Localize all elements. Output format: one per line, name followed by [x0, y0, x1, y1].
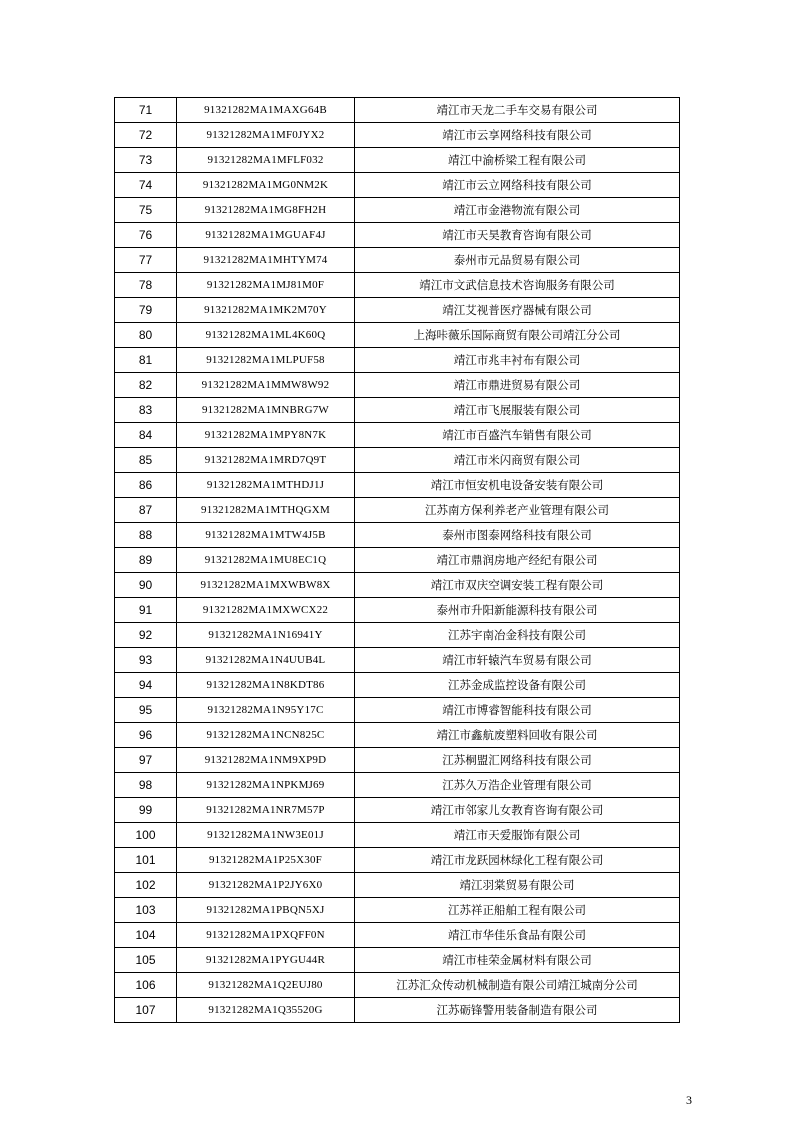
- credit-code: 91321282MA1MHTYM74: [177, 248, 355, 273]
- table-row: [115, 973, 680, 998]
- table-row: [115, 323, 680, 348]
- company-name: 靖江艾视普医疗器械有限公司: [355, 298, 680, 323]
- row-number: 99: [115, 798, 177, 823]
- credit-code: 91321282MA1MMW8W92: [177, 373, 355, 398]
- table-row: [115, 298, 680, 323]
- credit-code: 91321282MA1PXQFF0N: [177, 923, 355, 948]
- row-number: 76: [115, 223, 177, 248]
- company-name: 靖江市双庆空调安装工程有限公司: [355, 573, 680, 598]
- credit-code: 91321282MA1MU8EC1Q: [177, 548, 355, 573]
- company-registry-table: [114, 97, 680, 1023]
- row-number: 98: [115, 773, 177, 798]
- table-row: [115, 873, 680, 898]
- row-number: 72: [115, 123, 177, 148]
- company-name: 江苏桐盟汇网络科技有限公司: [355, 748, 680, 773]
- company-name: 江苏宇南冶金科技有限公司: [355, 623, 680, 648]
- page-number: 3: [686, 1093, 692, 1107]
- table-row: [115, 123, 680, 148]
- credit-code: 91321282MA1NCN825C: [177, 723, 355, 748]
- row-number: 95: [115, 698, 177, 723]
- row-number: 104: [115, 923, 177, 948]
- table-row: [115, 798, 680, 823]
- company-name: 靖江市云立网络科技有限公司: [355, 173, 680, 198]
- credit-code: 91321282MA1Q35520G: [177, 998, 355, 1023]
- row-number: 78: [115, 273, 177, 298]
- table-row: [115, 698, 680, 723]
- company-name: 江苏祥正船舶工程有限公司: [355, 898, 680, 923]
- table-row: [115, 648, 680, 673]
- table-row: [115, 398, 680, 423]
- company-name: 靖江市鼎润房地产经纪有限公司: [355, 548, 680, 573]
- row-number: 82: [115, 373, 177, 398]
- row-number: 94: [115, 673, 177, 698]
- row-number: 97: [115, 748, 177, 773]
- company-name: 靖江市桂荣金属材料有限公司: [355, 948, 680, 973]
- credit-code: 91321282MA1MF0JYX2: [177, 123, 355, 148]
- row-number: 81: [115, 348, 177, 373]
- company-name: 靖江市飞展服装有限公司: [355, 398, 680, 423]
- company-name: 靖江市米闪商贸有限公司: [355, 448, 680, 473]
- row-number: 73: [115, 148, 177, 173]
- credit-code: 91321282MA1Q2EUJ80: [177, 973, 355, 998]
- credit-code: 91321282MA1MG0NM2K: [177, 173, 355, 198]
- table-row: [115, 823, 680, 848]
- row-number: 83: [115, 398, 177, 423]
- table-row: [115, 423, 680, 448]
- credit-code: 91321282MA1N8KDT86: [177, 673, 355, 698]
- credit-code: 91321282MA1ML4K60Q: [177, 323, 355, 348]
- credit-code: 91321282MA1MXWBW8X: [177, 573, 355, 598]
- row-number: 74: [115, 173, 177, 198]
- table-row: [115, 348, 680, 373]
- credit-code: 91321282MA1MXWCX22: [177, 598, 355, 623]
- company-name: 靖江市鑫航废塑料回收有限公司: [355, 723, 680, 748]
- credit-code: 91321282MA1N95Y17C: [177, 698, 355, 723]
- credit-code: 91321282MA1MNBRG7W: [177, 398, 355, 423]
- row-number: 89: [115, 548, 177, 573]
- credit-code: 91321282MA1NW3E01J: [177, 823, 355, 848]
- credit-code: 91321282MA1N4UUB4L: [177, 648, 355, 673]
- table-row: [115, 198, 680, 223]
- row-number: 85: [115, 448, 177, 473]
- company-name: 江苏南方保利养老产业管理有限公司: [355, 498, 680, 523]
- row-number: 90: [115, 573, 177, 598]
- credit-code: 91321282MA1MK2M70Y: [177, 298, 355, 323]
- row-number: 84: [115, 423, 177, 448]
- company-name: 靖江市文武信息技术咨询服务有限公司: [355, 273, 680, 298]
- table-row: [115, 223, 680, 248]
- company-name: 江苏久万浩企业管理有限公司: [355, 773, 680, 798]
- company-name: 靖江市鼎进贸易有限公司: [355, 373, 680, 398]
- company-name: 靖江市天爱服饰有限公司: [355, 823, 680, 848]
- row-number: 87: [115, 498, 177, 523]
- company-name: 靖江市天龙二手车交易有限公司: [355, 98, 680, 123]
- row-number: 86: [115, 473, 177, 498]
- company-name: 靖江市兆丰衬布有限公司: [355, 348, 680, 373]
- credit-code: 91321282MA1MLPUF58: [177, 348, 355, 373]
- company-name: 靖江市云享网络科技有限公司: [355, 123, 680, 148]
- table-row: [115, 273, 680, 298]
- company-name: 泰州市图泰网络科技有限公司: [355, 523, 680, 548]
- company-name: 泰州市元品贸易有限公司: [355, 248, 680, 273]
- table-row: [115, 248, 680, 273]
- table-row: [115, 898, 680, 923]
- credit-code: 91321282MA1MFLF032: [177, 148, 355, 173]
- row-number: 105: [115, 948, 177, 973]
- credit-code: 91321282MA1MTHQGXM: [177, 498, 355, 523]
- company-name: 靖江市博睿智能科技有限公司: [355, 698, 680, 723]
- table-row: [115, 173, 680, 198]
- table-row: [115, 548, 680, 573]
- credit-code: 91321282MA1NM9XP9D: [177, 748, 355, 773]
- row-number: 71: [115, 98, 177, 123]
- credit-code: 91321282MA1NR7M57P: [177, 798, 355, 823]
- row-number: 80: [115, 323, 177, 348]
- table-row: [115, 448, 680, 473]
- company-name: 靖江市邻家儿女教育咨询有限公司: [355, 798, 680, 823]
- credit-code: 91321282MA1PYGU44R: [177, 948, 355, 973]
- table-row: [115, 623, 680, 648]
- table-row: [115, 673, 680, 698]
- credit-code: 91321282MA1MAXG64B: [177, 98, 355, 123]
- table-row: [115, 573, 680, 598]
- credit-code: 91321282MA1P2JY6X0: [177, 873, 355, 898]
- row-number: 88: [115, 523, 177, 548]
- credit-code: 91321282MA1NPKMJ69: [177, 773, 355, 798]
- row-number: 92: [115, 623, 177, 648]
- row-number: 102: [115, 873, 177, 898]
- company-name: 靖江市龙跃园林绿化工程有限公司: [355, 848, 680, 873]
- row-number: 107: [115, 998, 177, 1023]
- company-name: 靖江市恒安机电设备安装有限公司: [355, 473, 680, 498]
- row-number: 93: [115, 648, 177, 673]
- company-name: 靖江市百盛汽车销售有限公司: [355, 423, 680, 448]
- row-number: 75: [115, 198, 177, 223]
- credit-code: 91321282MA1PBQN5XJ: [177, 898, 355, 923]
- credit-code: 91321282MA1MGUAF4J: [177, 223, 355, 248]
- row-number: 91: [115, 598, 177, 623]
- credit-code: 91321282MA1MTHDJ1J: [177, 473, 355, 498]
- table-row: [115, 748, 680, 773]
- table-row: [115, 98, 680, 123]
- company-name: 靖江羽棠贸易有限公司: [355, 873, 680, 898]
- table-row: [115, 723, 680, 748]
- table-row: [115, 948, 680, 973]
- table-row: [115, 923, 680, 948]
- row-number: 101: [115, 848, 177, 873]
- credit-code: 91321282MA1MG8FH2H: [177, 198, 355, 223]
- company-name: 江苏金成监控设备有限公司: [355, 673, 680, 698]
- company-name: 靖江中渝桥梁工程有限公司: [355, 148, 680, 173]
- table-row: [115, 773, 680, 798]
- row-number: 100: [115, 823, 177, 848]
- table-row: [115, 473, 680, 498]
- company-name: 上海咔薇乐国际商贸有限公司靖江分公司: [355, 323, 680, 348]
- table-row: [115, 598, 680, 623]
- row-number: 79: [115, 298, 177, 323]
- credit-code: 91321282MA1MPY8N7K: [177, 423, 355, 448]
- row-number: 103: [115, 898, 177, 923]
- table-row: [115, 848, 680, 873]
- company-name: 靖江市华佳乐食品有限公司: [355, 923, 680, 948]
- table-row: [115, 373, 680, 398]
- row-number: 96: [115, 723, 177, 748]
- credit-code: 91321282MA1MRD7Q9T: [177, 448, 355, 473]
- row-number: 77: [115, 248, 177, 273]
- company-name: 靖江市天昊教育咨询有限公司: [355, 223, 680, 248]
- credit-code: 91321282MA1MJ81M0F: [177, 273, 355, 298]
- company-name: 泰州市升阳新能源科技有限公司: [355, 598, 680, 623]
- row-number: 106: [115, 973, 177, 998]
- company-name: 江苏汇众传动机械制造有限公司靖江城南分公司: [355, 973, 680, 998]
- table-row: [115, 148, 680, 173]
- table-row: [115, 998, 680, 1023]
- credit-code: 91321282MA1MTW4J5B: [177, 523, 355, 548]
- company-name: 靖江市金港物流有限公司: [355, 198, 680, 223]
- table-row: [115, 498, 680, 523]
- company-name: 江苏砺锋警用装备制造有限公司: [355, 998, 680, 1023]
- credit-code: 91321282MA1P25X30F: [177, 848, 355, 873]
- table-row: [115, 523, 680, 548]
- company-name: 靖江市轩辕汽车贸易有限公司: [355, 648, 680, 673]
- table-body: [115, 98, 680, 1023]
- credit-code: 91321282MA1N16941Y: [177, 623, 355, 648]
